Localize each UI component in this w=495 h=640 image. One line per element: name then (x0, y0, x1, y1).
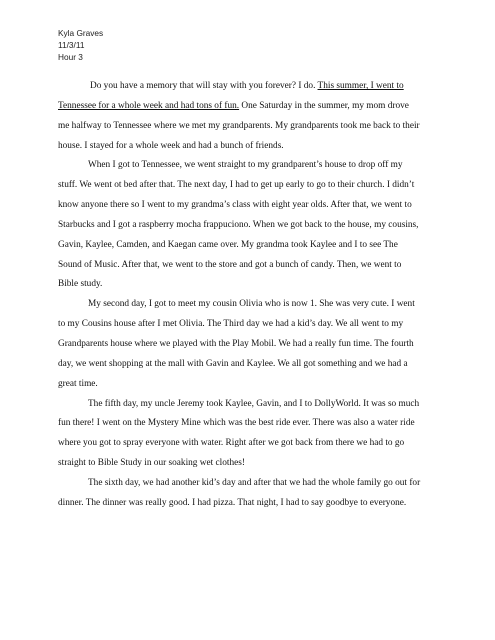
essay-line (58, 494, 442, 514)
essay-line (58, 315, 442, 335)
essay-line (58, 474, 442, 494)
essay-text: Starbucks and I got a raspberry mocha frappuciono. When we got back to the house, my cousins, (58, 219, 419, 230)
essay-text: Gavin, Kaylee, Camden, and Kaegan came over. My grandma took Kaylee and I to see The (58, 239, 398, 250)
essay-text: Grandparents house where we played with the Play Mobil. We had a really fun time. The fourth (58, 338, 414, 349)
class-hour: Hour 3 (58, 52, 83, 62)
essay-line (58, 434, 442, 454)
essay-text: My second day, I got to meet my cousin Olivia who is now 1. She was very cute. I went (88, 299, 415, 310)
essay-text: Bible study. (58, 279, 103, 290)
author-name: Kyla Graves (58, 28, 104, 38)
essay-text: The fifth day, my uncle Jeremy took Kaylee, Gavin, and I to DollyWorld. It was so much (88, 398, 420, 409)
essay-line (58, 236, 442, 256)
essay-line (58, 454, 442, 474)
essay-text: stuff. We went ot bed after that. The next day, I had to get up early to go to their church. I didn’t (58, 180, 415, 191)
essay-line (58, 295, 442, 315)
essay-line (58, 97, 442, 117)
essay-text: where you got to spray everyone with water. Right after we got back from there we had to go (58, 438, 405, 449)
essay-line (58, 196, 442, 216)
essay-text: When I got to Tennessee, we went straight to my grandparent’s house to drop off my (88, 160, 403, 171)
essay-text: One Saturday in the summer, my mom drove (239, 100, 409, 111)
essay-line (58, 335, 442, 355)
essay-line (58, 395, 442, 415)
essay-line (58, 216, 442, 236)
underlined-text: This summer, I went to (317, 81, 404, 91)
essay-text: me halfway to Tennessee where we met my grandparents. My grandparents took me back to their (58, 120, 420, 131)
essay-text: to my Cousins house after I met Olivia. The Third day we had a kid’s day. We all went to my (58, 319, 404, 330)
essay-line (58, 414, 442, 434)
essay-line (58, 156, 442, 176)
essay-line (58, 375, 442, 395)
essay-line (58, 256, 442, 276)
essay-text: Sound of Music. After that, we went to the store and got a bunch of candy. Then, we went to (58, 259, 402, 270)
document-header (58, 27, 103, 63)
underlined-text: Tennessee for a whole week and had tons of fun. (58, 100, 240, 111)
essay-text: fun there! I went on the Mystery Mine which was the best ride ever. There was also a water ride (58, 418, 415, 429)
essay-text: straight to Bible Study in our soaking wet clothes! (58, 458, 245, 469)
essay-text: know anyone there so I went to my grandma’s class with eight year olds. After that, we went to (58, 200, 412, 211)
document-date: 11/3/11 (58, 40, 85, 50)
essay-body (58, 77, 442, 514)
essay-text: dinner. The dinner was really good. I had pizza. That night, I had to say goodbye to everyone. (58, 497, 407, 508)
essay-text: The sixth day, we had another kid’s day and after that we had the whole family go out for (88, 477, 421, 488)
essay-text: great time. (58, 378, 98, 389)
essay-text: house. I stayed for a whole week and had a bunch of friends. (58, 140, 284, 151)
essay-line (58, 275, 442, 295)
essay-line (58, 137, 442, 157)
essay-text: day, we went shopping at the mall with Gavin and Kaylee. We all got something and we had a (58, 358, 408, 369)
essay-text: Do you have a memory that will stay with you forever? I do. (90, 81, 318, 91)
essay-line (58, 355, 442, 375)
essay-line (58, 176, 442, 196)
essay-line (58, 117, 442, 137)
essay-line (58, 77, 442, 97)
